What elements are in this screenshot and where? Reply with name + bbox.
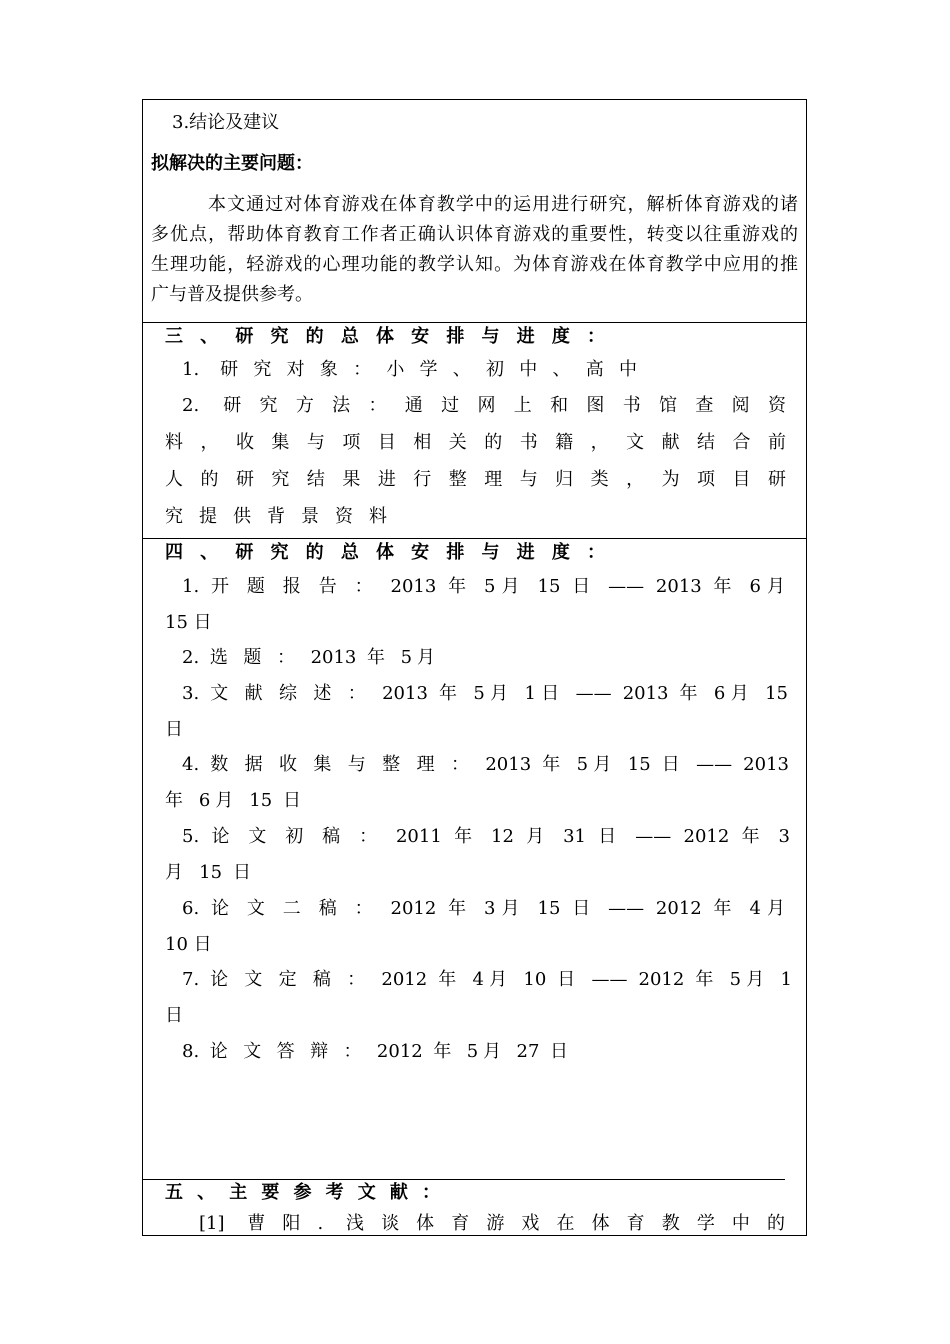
problem-heading: 拟解决的主要问题： xyxy=(151,153,313,174)
sec3-line: 1. 研究对象：小学、初中、高中 xyxy=(182,359,637,380)
schedule-line: 5. 论 文 初 稿 ： 2011 年 12 月 31 日 —— 2012 年 3 xyxy=(182,826,790,847)
sec3-line: 2. 研究方法：通过网上和图书馆查阅资 xyxy=(182,395,786,416)
schedule-line: 年 6月 15 日 xyxy=(165,790,301,811)
section-5-heading: 五、主要参考文献： xyxy=(165,1182,440,1203)
problem-paragraph-line: 本文通过对体育游戏在体育教学中的运用进行研究，解析体育游戏的诸 xyxy=(208,194,798,215)
row-divider xyxy=(142,538,807,539)
section-4-heading: 四、研究的总体安排与进度： xyxy=(165,542,605,563)
problem-paragraph-line: 生理功能，轻游戏的心理功能的教学认知。为体育游戏在体育教学中应用的推 xyxy=(151,254,798,275)
row-divider xyxy=(142,1179,785,1180)
section-3-heading: 三、研究的总体安排与进度： xyxy=(165,326,605,347)
reference-1: [1] 曹阳. 浅谈体育游戏在体育教学中的 xyxy=(199,1213,785,1234)
schedule-line: 3. 文 献 综 述 ： 2013 年 5月 1日 —— 2013 年 6月 15 xyxy=(182,683,788,704)
schedule-line: 月 15 日 xyxy=(165,862,251,883)
schedule-line: 1. 开 题 报 告 ： 2013 年 5月 15 日 —— 2013 年 6月 xyxy=(182,576,785,597)
schedule-line: 2. 选 题 ： 2013 年 5月 xyxy=(182,647,435,668)
row-divider xyxy=(142,322,807,323)
schedule-line: 日 xyxy=(165,719,183,740)
conclusion-item: 3.结论及建议 xyxy=(172,112,280,133)
sec3-line: 究提供背景资料 xyxy=(165,506,387,527)
sec3-line: 人的研究结果进行整理与归类，为项目研 xyxy=(165,469,786,490)
schedule-line: 8. 论 文 答 辩 ： 2012 年 5月 27 日 xyxy=(182,1041,568,1062)
problem-paragraph-line: 广与普及提供参考。 xyxy=(151,284,313,305)
schedule-line: 6. 论 文 二 稿 ： 2012 年 3月 15 日 —— 2012 年 4月 xyxy=(182,898,785,919)
schedule-line: 15 日 xyxy=(165,612,212,633)
schedule-line: 10 日 xyxy=(165,934,212,955)
schedule-line: 日 xyxy=(165,1005,183,1026)
schedule-line: 7. 论 文 定 稿 ： 2012 年 4月 10 日 —— 2012 年 5月 1 xyxy=(182,969,792,990)
problem-paragraph-line: 多优点，帮助体育教育工作者正确认识体育游戏的重要性，转变以往重游戏的 xyxy=(151,224,798,245)
sec3-line: 料，收集与项目相关的书籍，文献结合前 xyxy=(165,432,786,453)
schedule-line: 4. 数 据 收 集 与 整 理 ： 2013 年 5月 15 日 —— 2013 xyxy=(182,754,789,775)
